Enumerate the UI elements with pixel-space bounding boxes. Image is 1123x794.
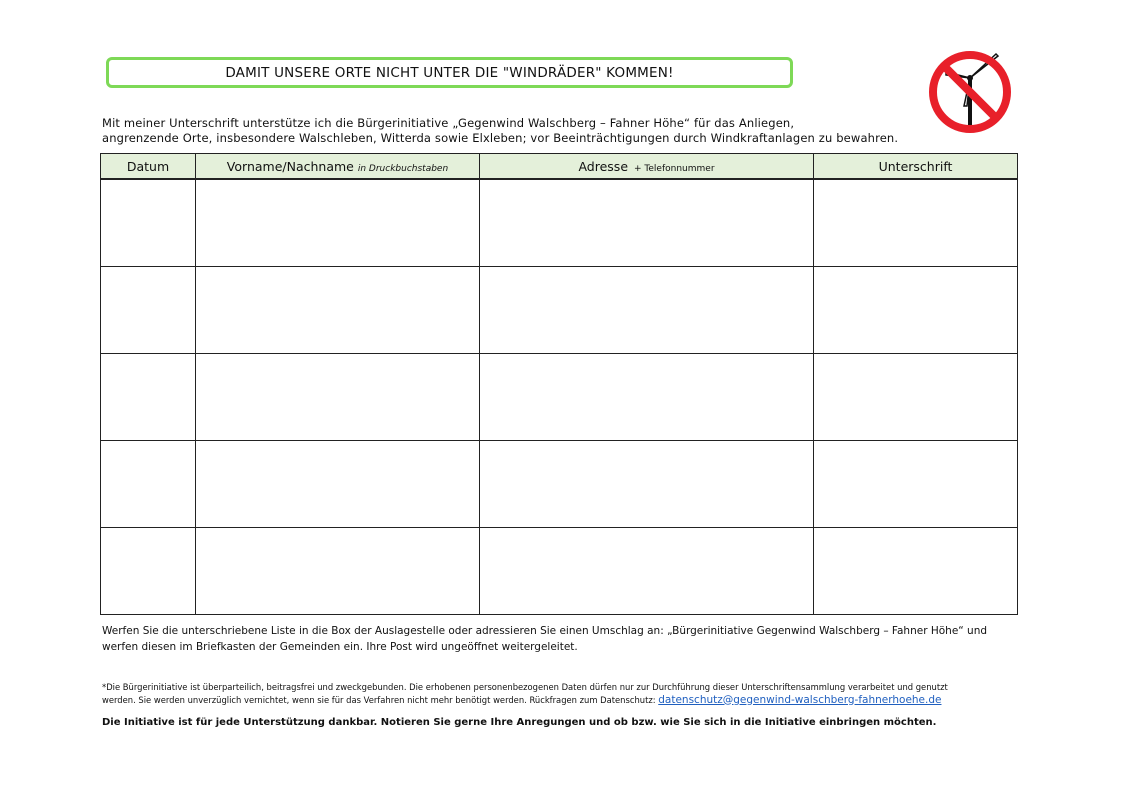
table-row — [101, 267, 1018, 354]
cell-name[interactable] — [196, 267, 480, 354]
table-row — [101, 354, 1018, 441]
cell-date[interactable] — [101, 441, 196, 528]
cell-name[interactable] — [196, 354, 480, 441]
instructions-line-1: Werfen Sie die unterschriebene Liste in die Box der Auslagestelle oder adressieren Sie einen Umschlag an: „Bürgerinitiative Gegenwind Walschberg – Fahner Höhe“ und — [102, 625, 988, 637]
cell-address[interactable] — [480, 354, 814, 441]
cell-signature[interactable] — [814, 267, 1018, 354]
header-name: Vorname/Nachname in Druckbuchstaben — [196, 154, 480, 180]
cell-signature[interactable] — [814, 441, 1018, 528]
privacy-footnote — [102, 681, 1022, 706]
cell-signature[interactable] — [814, 354, 1018, 441]
privacy-email-link[interactable]: datenschutz@gegenwind-walschberg-fahnerhoehe.de — [658, 693, 942, 706]
cell-name[interactable] — [196, 441, 480, 528]
header-date: Datum — [101, 154, 196, 180]
cell-name[interactable] — [196, 528, 480, 615]
cell-signature[interactable] — [814, 179, 1018, 267]
header-address-hint: + Telefonnummer — [634, 163, 715, 174]
cell-date[interactable] — [101, 179, 196, 267]
headline-box — [106, 57, 793, 88]
cell-date[interactable] — [101, 267, 196, 354]
header-signature: Unterschrift — [814, 154, 1018, 180]
cell-address[interactable] — [480, 441, 814, 528]
instructions-line-2: werfen diesen im Briefkasten der Gemeinden ein. Ihre Post wird ungeöffnet weitergeleitet. — [102, 640, 578, 653]
table-header-row — [101, 154, 1018, 180]
cell-date[interactable] — [101, 354, 196, 441]
table-row — [101, 179, 1018, 267]
headline: DAMIT UNSERE ORTE NICHT UNTER DIE "WINDRÄDER" KOMMEN! — [225, 64, 674, 81]
cell-signature[interactable] — [814, 528, 1018, 615]
footnote-line-1: *Die Bürgerinitiative ist überparteilich, beitragsfrei und zweckgebunden. Die erhobenen personenbezogenen Daten dürfen nur zur Durchführung dieser Unterschriftensammlung verarbeitet und genutzt — [102, 682, 948, 692]
cell-address[interactable] — [480, 267, 814, 354]
thanks-note: Die Initiative ist für jede Unterstützung dankbar. Notieren Sie gerne Ihre Anregungen und ob bzw. wie Sie sich in die Initiative einbringen möchten. — [102, 717, 937, 728]
intro-line-1: Mit meiner Unterschrift unterstütze ich die Bürgerinitiative „Gegenwind Walschberg – Fahner Höhe“ für das Anliegen, — [102, 116, 795, 130]
header-address: Adresse + Telefonnummer — [480, 154, 814, 180]
mailing-instructions — [102, 624, 1012, 655]
header-name-hint: in Druckbuchstaben — [357, 163, 449, 174]
table-row — [101, 441, 1018, 528]
table-row — [101, 528, 1018, 615]
intro-line-2: angrenzende Orte, insbesondere Walschleben, Witterda sowie Elxleben; vor Beeinträchtigungen durch Windkraftanlagen zu bewahren. — [102, 130, 899, 145]
cell-address[interactable] — [480, 179, 814, 267]
cell-name[interactable] — [196, 179, 480, 267]
intro-text — [102, 116, 1002, 145]
footnote-line-2: werden. Sie werden unverzüglich vernichtet, wenn sie für das Verfahren nicht mehr benötigt werden. Rückfragen zum Datenschutz: datenschutz@gegenwind-walschberg-fahnerhoehe.de — [102, 693, 942, 706]
signature-table — [100, 153, 1018, 615]
cell-date[interactable] — [101, 528, 196, 615]
cell-address[interactable] — [480, 528, 814, 615]
